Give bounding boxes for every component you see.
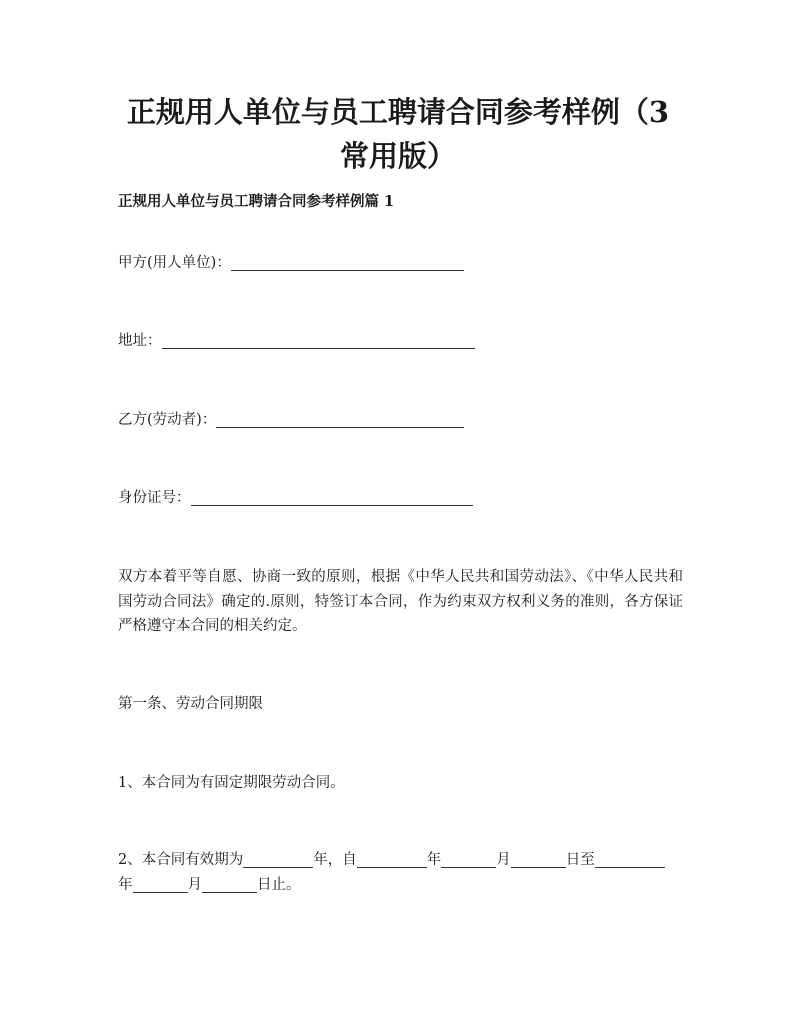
clause-2-day-to: 日至 — [565, 852, 595, 868]
clause-1: 1、本合同为有固定期限劳动合同。 — [118, 775, 345, 791]
address-blank[interactable] — [162, 332, 475, 349]
id-number-label: 身份证号： — [118, 490, 191, 506]
start-year-blank[interactable] — [357, 851, 427, 868]
clause-2-day-end: 日止。 — [257, 877, 301, 893]
party-b-label: 乙方(劳动者)： — [118, 412, 217, 428]
clause-2-prefix: 2、本合同有效期为 — [118, 852, 244, 868]
term-years-blank[interactable] — [243, 851, 313, 868]
end-day-blank[interactable] — [202, 876, 257, 893]
end-year-blank[interactable] — [595, 851, 665, 868]
id-number-blank[interactable] — [191, 489, 473, 506]
clause-2-year1: 年，自 — [313, 852, 357, 868]
clause-2-year2: 年 — [426, 852, 442, 868]
document-title-line1: 正规用人单位与员工聘请合同参考样例（3 — [126, 95, 670, 129]
address-label: 地址： — [118, 333, 162, 349]
address-field — [118, 331, 475, 351]
party-a-field — [118, 253, 464, 273]
start-day-blank[interactable] — [511, 851, 566, 868]
clause-2-month2: 月 — [187, 877, 202, 893]
document-title-line2: 常用版） — [339, 139, 456, 173]
article1-heading: 第一条、劳动合同期限 — [118, 696, 263, 712]
party-b-blank[interactable] — [216, 411, 464, 428]
section-heading: 正规用人单位与员工聘请合同参考样例篇 1 — [118, 193, 395, 210]
party-a-label: 甲方(用人单位)： — [118, 255, 231, 271]
party-a-blank[interactable] — [231, 254, 464, 271]
id-number-field — [118, 488, 473, 508]
clause-2-line2 — [118, 875, 301, 895]
party-b-field — [118, 410, 464, 430]
end-month-blank[interactable] — [133, 876, 188, 893]
preamble-paragraph: 双方本着平等自愿、协商一致的原则，根据《中华人民共和国劳动法》、《中华人民共和国劳动合同法》确定的.原则，特签订本合同，作为约束双方权利义务的准则，各方保证严格遵守本合同的相关约定。 — [118, 569, 683, 634]
clause-2-month1: 月 — [496, 852, 511, 868]
clause-2-line1 — [118, 850, 665, 870]
start-month-blank[interactable] — [441, 851, 496, 868]
clause-2-year3: 年 — [118, 877, 133, 893]
